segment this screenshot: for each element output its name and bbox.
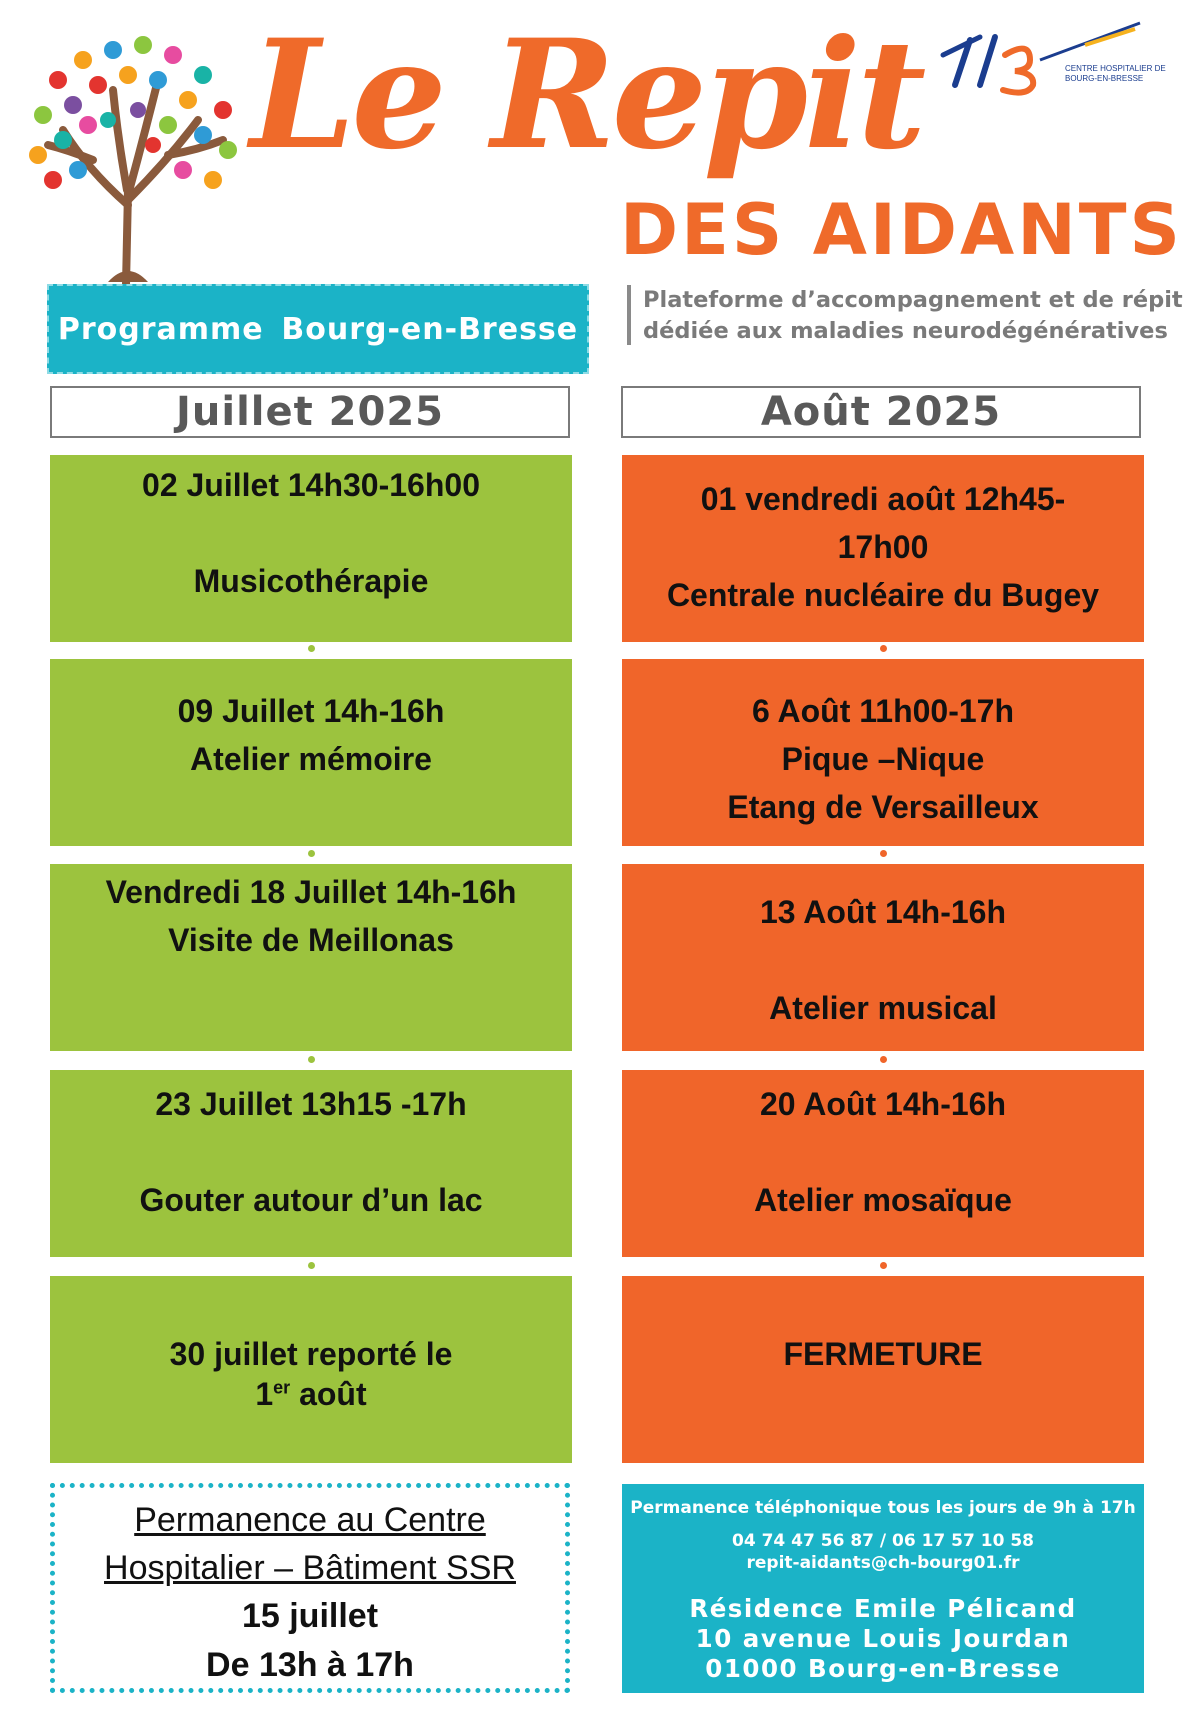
july-event-4: 23 Juillet 13h15 -17h Gouter autour d’un lac <box>50 1070 572 1257</box>
title-le-repit: Le Repit <box>250 7 923 183</box>
permanence-box: Permanence au Centre Hospitalier – Bâtiment SSR 15 juillet De 13h à 17h <box>50 1483 570 1693</box>
connector-dot <box>880 1262 887 1269</box>
hospital-logo-icon <box>935 15 1175 105</box>
contact-box: Permanence téléphonique tous les jours de 9h à 17h 04 74 47 56 87 / 06 17 57 10 58 repit-aidants@ch-bourg01.fr Résidence Emile Pélicand 10 avenue Louis Jourdan 01000 Bourg-en-Bresse <box>622 1484 1144 1693</box>
july-event-2: 09 Juillet 14h-16h Atelier mémoire <box>50 659 572 846</box>
august-event-3: 13 Août 14h-16h Atelier musical <box>622 864 1144 1051</box>
august-event-4: 20 Août 14h-16h Atelier mosaïque <box>622 1070 1144 1257</box>
connector-dot <box>880 850 887 857</box>
email: repit-aidants@ch-bourg01.fr <box>746 1553 1020 1573</box>
august-event-2: 6 Août 11h00-17h Pique –Nique Etang de Versailleux <box>622 659 1144 846</box>
july-event-1: 02 Juillet 14h30-16h00 Musicothérapie <box>50 455 572 642</box>
program-label: Programme <box>57 311 264 347</box>
connector-dot <box>308 645 315 652</box>
connector-dot <box>308 1262 315 1269</box>
address: Résidence Emile Pélicand 10 avenue Louis Jourdan 01000 Bourg-en-Bresse <box>689 1594 1077 1683</box>
connector-dot <box>880 1056 887 1063</box>
july-event-5: 30 juillet reporté le 1er août <box>50 1276 572 1463</box>
august-event-5: FERMETURE <box>622 1276 1144 1463</box>
hand-tree-icon <box>18 20 248 290</box>
phone-numbers: 04 74 47 56 87 / 06 17 57 10 58 <box>732 1531 1034 1551</box>
title-des-aidants: DES AIDANTS <box>620 189 1183 271</box>
connector-dot <box>308 1056 315 1063</box>
program-banner <box>47 284 589 374</box>
month-header-july: Juillet 2025 <box>50 386 570 438</box>
connector-dot <box>308 850 315 857</box>
platform-description: Plateforme d’accompagnement et de répit dédiée aux maladies neurodégénératives <box>643 287 1183 344</box>
hospital-logo-text: CENTRE HOSPITALIER DE BOURG-EN-BRESSE <box>1065 64 1166 83</box>
july-event-3: Vendredi 18 Juillet 14h-16h Visite de Meillonas <box>50 864 572 1051</box>
program-city: Bourg-en-Bresse <box>281 311 579 347</box>
month-header-august: Août 2025 <box>621 386 1141 438</box>
divider <box>627 285 631 345</box>
connector-dot <box>880 645 887 652</box>
august-event-1: 01 vendredi août 12h45- 17h00 Centrale nucléaire du Bugey <box>622 455 1144 642</box>
